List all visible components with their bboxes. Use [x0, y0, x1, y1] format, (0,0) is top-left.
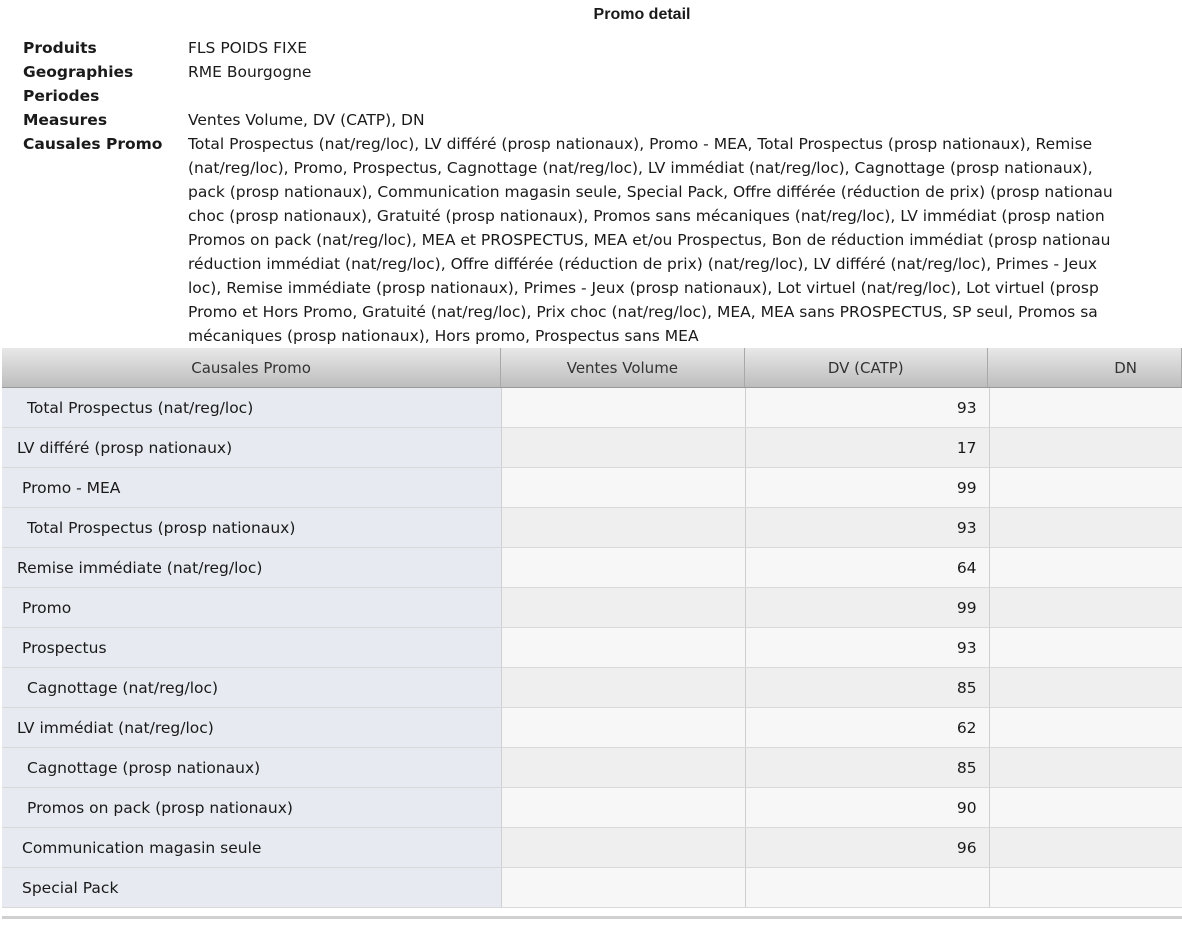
- dv-catp-cell: 62: [746, 708, 990, 747]
- ventes-volume-cell: [502, 468, 745, 507]
- table-row[interactable]: [2, 788, 1182, 828]
- causales-line: choc (prosp nationaux), Gratuité (prosp nationaux), Promos sans mécaniques (nat/reg/loc), LV immédiat (prosp nation: [188, 207, 1105, 225]
- table-row[interactable]: [2, 828, 1182, 868]
- measures-row: [23, 108, 1182, 132]
- dn-cell: [990, 388, 1182, 427]
- dn-cell: [990, 868, 1182, 907]
- row-label: Cagnottage (nat/reg/loc): [2, 668, 502, 707]
- dn-cell: [990, 748, 1182, 787]
- ventes-volume-cell: [502, 668, 745, 707]
- produits-label: Produits: [23, 39, 97, 57]
- dn-cell: [990, 668, 1182, 707]
- grid-header: [2, 348, 1182, 388]
- table-row[interactable]: [2, 428, 1182, 468]
- dv-catp-cell: 85: [746, 668, 990, 707]
- row-label: Communication magasin seule: [2, 828, 502, 867]
- row-label: Promo: [2, 588, 502, 627]
- causales-line: réduction immédiat (nat/reg/loc), Offre différée (réduction de prix) (nat/reg/loc), LV différé (nat/reg/loc), Primes - Jeux: [188, 255, 1098, 273]
- row-label: Total Prospectus (nat/reg/loc): [2, 388, 502, 427]
- ventes-volume-cell: [502, 788, 745, 827]
- dn-cell: [990, 508, 1182, 547]
- dn-cell: [990, 588, 1182, 627]
- row-label: LV différé (prosp nationaux): [2, 428, 502, 467]
- table-row[interactable]: [2, 588, 1182, 628]
- dv-catp-cell: 96: [746, 828, 990, 867]
- table-row[interactable]: [2, 868, 1182, 908]
- table-row[interactable]: [2, 748, 1182, 788]
- dv-catp-cell: 99: [746, 468, 990, 507]
- produits-value: FLS POIDS FIXE: [188, 39, 308, 57]
- table-row[interactable]: [2, 388, 1182, 428]
- row-label: LV immédiat (nat/reg/loc): [2, 708, 502, 747]
- promo-grid: [2, 348, 1182, 916]
- dv-catp-cell: 17: [746, 428, 990, 467]
- table-row[interactable]: [2, 668, 1182, 708]
- causales-line: (nat/reg/loc), Promo, Prospectus, Cagnottage (nat/reg/loc), LV immédiat (nat/reg/loc), Cagnottage (prosp nationaux),: [188, 159, 1093, 177]
- dv-catp-cell: 93: [746, 388, 990, 427]
- table-row[interactable]: [2, 548, 1182, 588]
- causales-row: [23, 132, 1182, 348]
- ventes-volume-cell: [502, 868, 745, 907]
- page-title: Promo detail: [593, 6, 691, 23]
- column-header-ventes-volume[interactable]: Ventes Volume: [501, 348, 744, 387]
- column-header-dv-catp[interactable]: DV (CATP): [745, 348, 988, 387]
- causales-line: Promo et Hors Promo, Gratuité (nat/reg/loc), Prix choc (nat/reg/loc), MEA, MEA sans PROSPECTUS, SP seul, Promos sa: [188, 303, 1098, 321]
- row-label: Total Prospectus (prosp nationaux): [2, 508, 502, 547]
- dn-cell: [990, 828, 1182, 867]
- row-label: Prospectus: [2, 628, 502, 667]
- dn-cell: [990, 428, 1182, 467]
- dn-cell: [990, 468, 1182, 507]
- row-label: Promos on pack (prosp nationaux): [2, 788, 502, 827]
- filter-summary: [23, 36, 1182, 348]
- geographies-value: RME Bourgogne: [188, 63, 312, 81]
- dv-catp-cell: 90: [746, 788, 990, 827]
- measures-value: Ventes Volume, DV (CATP), DN: [188, 111, 425, 129]
- causales-line: Total Prospectus (nat/reg/loc), LV différé (prosp nationaux), Promo - MEA, Total Prospectus (prosp nationaux), Remise: [188, 135, 1093, 153]
- geographies-label: Geographies: [23, 63, 134, 81]
- dv-catp-cell: 93: [746, 628, 990, 667]
- ventes-volume-cell: [502, 828, 745, 867]
- row-label: Remise immédiate (nat/reg/loc): [2, 548, 502, 587]
- row-label: Special Pack: [2, 868, 502, 907]
- ventes-volume-cell: [502, 748, 745, 787]
- grid-body: [2, 388, 1182, 908]
- periodes-label: Periodes: [23, 87, 100, 105]
- ventes-volume-cell: [502, 388, 745, 427]
- periodes-row: [23, 84, 1182, 108]
- causales-line: Promos on pack (nat/reg/loc), MEA et PROSPECTUS, MEA et/ou Prospectus, Bon de réduction immédiat (prosp nationau: [188, 231, 1111, 249]
- causales-line: loc), Remise immédiate (prosp nationaux), Primes - Jeux (prosp nationaux), Lot virtuel (nat/reg/loc), Lot virtuel (prosp: [188, 279, 1099, 297]
- column-header-causales[interactable]: Causales Promo: [2, 348, 501, 387]
- produits-row: [23, 36, 1182, 60]
- measures-label: Measures: [23, 111, 108, 129]
- ventes-volume-cell: [502, 508, 745, 547]
- causales-line: mécaniques (prosp nationaux), Hors promo, Prospectus sans MEA: [188, 327, 699, 345]
- row-label: Promo - MEA: [2, 468, 502, 507]
- geographies-row: [23, 60, 1182, 84]
- dv-catp-cell: 93: [746, 508, 990, 547]
- causales-label: Causales Promo: [23, 135, 163, 153]
- causales-value: [188, 132, 1182, 348]
- dn-cell: [990, 788, 1182, 827]
- ventes-volume-cell: [502, 588, 745, 627]
- ventes-volume-cell: [502, 548, 746, 587]
- dv-catp-cell: 85: [746, 748, 990, 787]
- causales-line: pack (prosp nationaux), Communication magasin seule, Special Pack, Offre différée (réduction de prix) (prosp nationau: [188, 183, 1113, 201]
- dn-cell: [990, 628, 1182, 667]
- dv-catp-cell: [746, 868, 990, 907]
- grid-bottom-border: [2, 916, 1182, 919]
- column-header-dn[interactable]: DN: [988, 348, 1182, 387]
- dv-catp-cell: 64: [746, 548, 990, 587]
- table-row[interactable]: [2, 508, 1182, 548]
- ventes-volume-cell: [502, 708, 746, 747]
- table-row[interactable]: [2, 628, 1182, 668]
- ventes-volume-cell: [502, 428, 746, 467]
- dn-cell: [990, 708, 1182, 747]
- dv-catp-cell: 99: [746, 588, 990, 627]
- table-row[interactable]: [2, 468, 1182, 508]
- ventes-volume-cell: [502, 628, 745, 667]
- row-label: Cagnottage (prosp nationaux): [2, 748, 502, 787]
- dn-cell: [990, 548, 1182, 587]
- table-row[interactable]: [2, 708, 1182, 748]
